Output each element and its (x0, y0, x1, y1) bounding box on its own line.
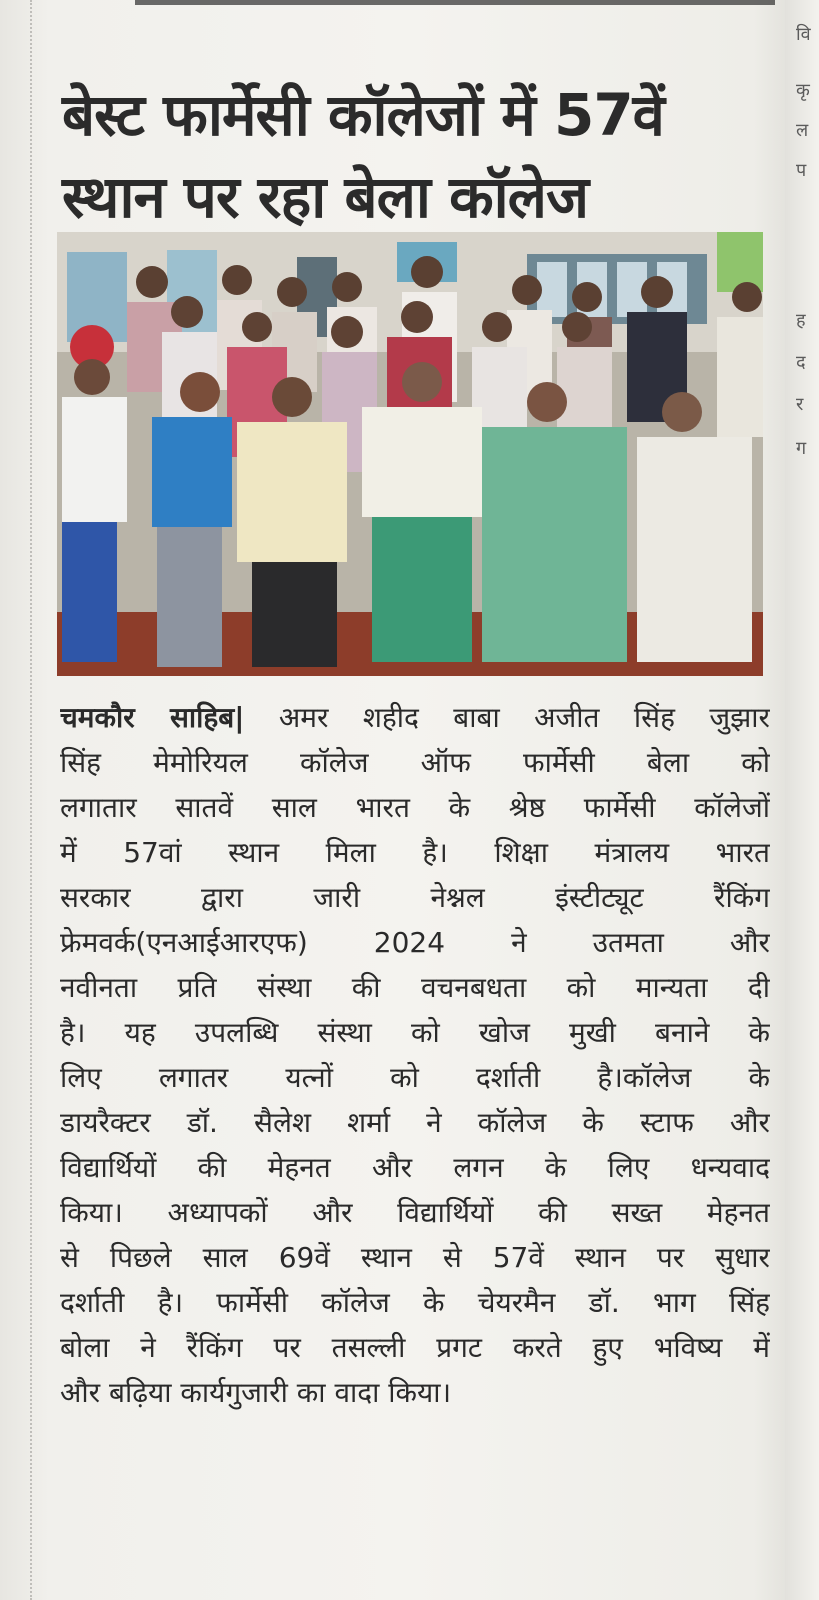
margin-fragment: ल (796, 120, 809, 141)
article-line: नवीनता प्रति संस्था की वचनबधता को मान्यता दी (60, 971, 770, 1004)
top-rule (135, 0, 775, 5)
left-dotted-border (30, 0, 34, 1600)
article-line: बोला ने रैंकिंग पर तसल्ली प्रगट करते हुए भविष्य में (60, 1331, 770, 1364)
article-line: डायरैक्टर डॉ. सैलेश शर्मा ने कॉलेज के स्टाफ और (60, 1106, 770, 1139)
article-line: से पिछले साल 69वें स्थान से 57वें स्थान पर सुधार (60, 1241, 770, 1274)
headline-line-1: बेस्ट फार्मेसी कॉलेजों में 57वें (62, 81, 664, 149)
margin-fragment: वि (796, 24, 811, 45)
margin-fragment: ग (796, 438, 807, 459)
margin-fragment: कृ (796, 80, 810, 101)
article-line: सिंह मेमोरियल कॉलेज ऑफ फार्मेसी बेला को (60, 746, 770, 779)
article-line: है। यह उपलब्धि संस्था को खोज मुखी बनाने के (60, 1016, 770, 1049)
margin-fragment: र (796, 394, 804, 415)
dateline: चमकौर साहिब| (60, 701, 245, 734)
article-line: सरकार द्वारा जारी नेश्नल इंस्टीट्यूट रैंकिंग (60, 881, 770, 914)
article-line: लिए लगातर यत्नों को दर्शाती है।कॉलेज के (60, 1061, 770, 1094)
margin-fragment: ह (796, 310, 806, 331)
article-line (60, 695, 770, 740)
margin-fragment: प (796, 160, 807, 181)
group-photo-illustration (57, 232, 763, 676)
article-line: में 57वां स्थान मिला है। शिक्षा मंत्रालय भारत (60, 836, 770, 869)
article-line: और बढ़िया कार्यगुजारी का वादा किया। (60, 1376, 452, 1409)
headline-line-2: स्थान पर रहा बेला कॉलेज (62, 163, 589, 231)
adjacent-column-edge (785, 0, 819, 1600)
article-line: किया। अध्यापकों और विद्यार्थियों की सख्त मेहनत (60, 1196, 770, 1229)
article-line: फ्रेमवर्क(एनआईआरएफ) 2024 ने उतमता और (60, 926, 770, 959)
group-photo (57, 232, 763, 676)
margin-fragment: द (796, 352, 806, 373)
article-line: विद्यार्थियों की मेहनत और लगन के लिए धन्यवाद (60, 1151, 770, 1184)
article-body (60, 695, 770, 1415)
headline (62, 74, 762, 238)
article-line-text: अमर शहीद बाबा अजीत सिंह जुझार (244, 701, 770, 734)
article-line: लगातार सातवें साल भारत के श्रेष्ठ फार्मेसी कॉलेजों (60, 791, 770, 824)
article-line: दर्शाती है। फार्मेसी कॉलेज के चेयरमैन डॉ. भाग सिंह (60, 1286, 770, 1319)
